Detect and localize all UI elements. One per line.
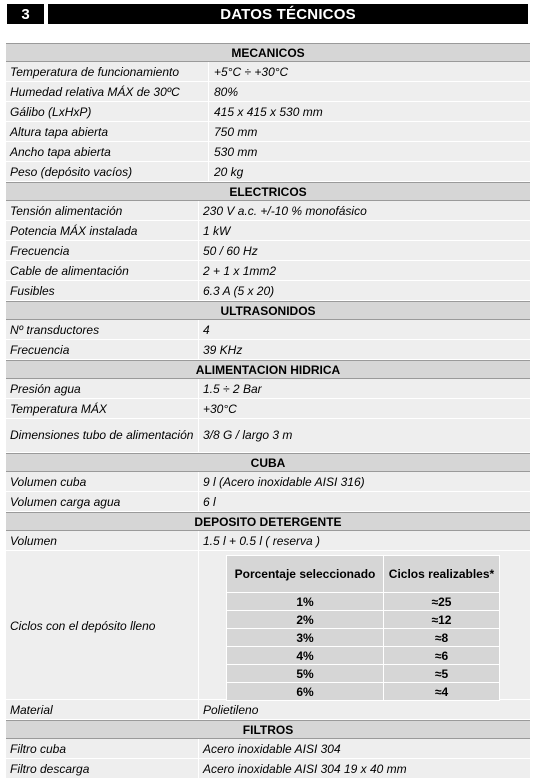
- spec-label: Tensión alimentación: [6, 201, 199, 220]
- spec-row: [6, 739, 530, 759]
- page-title: DATOS TÉCNICOS: [48, 4, 528, 24]
- cycles-row: [227, 647, 500, 665]
- spec-row: [6, 122, 530, 142]
- cycles-header-row: [227, 556, 500, 593]
- spec-value: 1.5 ÷ 2 Bar: [203, 381, 262, 396]
- cycles-percentage: 6%: [227, 683, 384, 701]
- spec-label: Frecuencia: [6, 340, 199, 359]
- cycles-percentage: 5%: [227, 665, 384, 683]
- section-header-filtros: FILTROS: [6, 720, 530, 739]
- spec-label: Ciclos con el depósito lleno: [6, 551, 199, 700]
- spec-table: [6, 43, 530, 779]
- spec-value: 20 kg: [214, 164, 244, 179]
- spec-value: 80%: [214, 84, 239, 99]
- section-header-ultrasonidos: ULTRASONIDOS: [6, 301, 530, 320]
- spec-label: Nº transductores: [6, 320, 199, 339]
- spec-label: Altura tapa abierta: [6, 122, 209, 141]
- spec-row: [6, 102, 530, 122]
- spec-value: 3/8 G / largo 3 m: [203, 428, 293, 442]
- spec-row: [6, 62, 530, 82]
- spec-row: [6, 142, 530, 162]
- spec-value: 4: [203, 322, 210, 337]
- cycles-count: ≈4: [384, 683, 500, 701]
- spec-value: 1.5 l + 0.5 l ( reserva ): [203, 533, 321, 548]
- spec-label: Volumen carga agua: [6, 492, 199, 511]
- spec-row: [6, 492, 530, 512]
- spec-row: [6, 531, 530, 551]
- spec-value: 230 V a.c. +/-10 % monofásico: [203, 203, 367, 218]
- cycles-count: ≈12: [384, 611, 500, 629]
- cycles-table: [226, 555, 500, 701]
- spec-label: Volumen cuba: [6, 472, 199, 491]
- spec-row: [6, 261, 530, 281]
- cycles-count: ≈5: [384, 665, 500, 683]
- spec-value: 6 l: [203, 494, 216, 509]
- spec-row: [6, 472, 530, 492]
- cycles-row: [227, 593, 500, 611]
- spec-row: [6, 379, 530, 399]
- spec-label: Temperatura de funcionamiento: [6, 62, 209, 81]
- header-cycles: Ciclos realizables*: [384, 556, 500, 593]
- spec-label: Fusibles: [6, 281, 199, 300]
- spec-label: Humedad relativa MÁX de 30ºC: [6, 82, 209, 101]
- spec-value: 750 mm: [214, 124, 258, 139]
- section-header-cuba: CUBA: [6, 453, 530, 472]
- spec-label: Dimensiones tubo de alimentación: [6, 419, 199, 452]
- cycles-row: [227, 683, 500, 701]
- spec-row: [6, 82, 530, 102]
- cycles-percentage: 1%: [227, 593, 384, 611]
- spec-value: 415 x 415 x 530 mm: [214, 104, 323, 119]
- spec-value: +30°C: [203, 401, 237, 416]
- spec-label: Material: [6, 700, 199, 719]
- spec-value: 6.3 A (5 x 20): [203, 283, 275, 298]
- spec-row: [6, 700, 530, 720]
- cycles-cell: [199, 551, 530, 699]
- section-header-mecanicos: MECANICOS: [6, 43, 530, 62]
- spec-row: [6, 241, 530, 261]
- section-header-alimentacion-hidrica: ALIMENTACION HIDRICA: [6, 360, 530, 379]
- spec-row: [6, 419, 530, 453]
- cycles-percentage: 2%: [227, 611, 384, 629]
- spec-row: [6, 162, 530, 182]
- spec-value: 530 mm: [214, 144, 258, 159]
- spec-row: [6, 340, 530, 360]
- spec-label: Gálibo (LxHxP): [6, 102, 209, 121]
- section-header-deposito-detergente: DEPOSITO DETERGENTE: [6, 512, 530, 531]
- spec-row: [6, 759, 530, 779]
- cycles-row: [227, 611, 500, 629]
- spec-label: Frecuencia: [6, 241, 199, 260]
- header-percentage: Porcentaje seleccionado: [227, 556, 384, 593]
- cycles-count: ≈25: [384, 593, 500, 611]
- spec-value: 1 kW: [203, 223, 231, 238]
- spec-row: [6, 221, 530, 241]
- spec-label: Filtro descarga: [6, 759, 199, 778]
- spec-value: Acero inoxidable AISI 304: [203, 741, 341, 756]
- spec-row: [6, 281, 530, 301]
- spec-label: Volumen: [6, 531, 199, 550]
- spec-value: Polietileno: [203, 702, 259, 717]
- spec-label: Filtro cuba: [6, 739, 199, 758]
- cycles-count: ≈8: [384, 629, 500, 647]
- spec-row: [6, 201, 530, 221]
- spec-value: +5°C ÷ +30°C: [214, 64, 289, 79]
- cycles-count: ≈6: [384, 647, 500, 665]
- cycles-row: [227, 665, 500, 683]
- section-header-electricos: ELECTRICOS: [6, 182, 530, 201]
- spec-value: 2 + 1 x 1mm2: [203, 263, 277, 278]
- spec-label: Temperatura MÁX: [6, 399, 199, 418]
- cycles-row: [227, 629, 500, 647]
- cycles-percentage: 4%: [227, 647, 384, 665]
- spec-value: 39 KHz: [203, 342, 243, 357]
- spec-row-cycles: [6, 551, 530, 700]
- spec-value: Acero inoxidable AISI 304 19 x 40 mm: [203, 761, 407, 776]
- spec-row: [6, 320, 530, 340]
- spec-label: Presión agua: [6, 379, 199, 398]
- spec-label: Potencia MÁX instalada: [6, 221, 199, 240]
- spec-value: 9 l (Acero inoxidable AISI 316): [203, 474, 365, 489]
- spec-label: Cable de alimentación: [6, 261, 199, 280]
- cycles-percentage: 3%: [227, 629, 384, 647]
- section-number: 3: [7, 4, 44, 24]
- spec-label: Ancho tapa abierta: [6, 142, 209, 161]
- spec-row: [6, 399, 530, 419]
- spec-value: 50 / 60 Hz: [203, 243, 258, 258]
- spec-label: Peso (depósito vacíos): [6, 162, 209, 181]
